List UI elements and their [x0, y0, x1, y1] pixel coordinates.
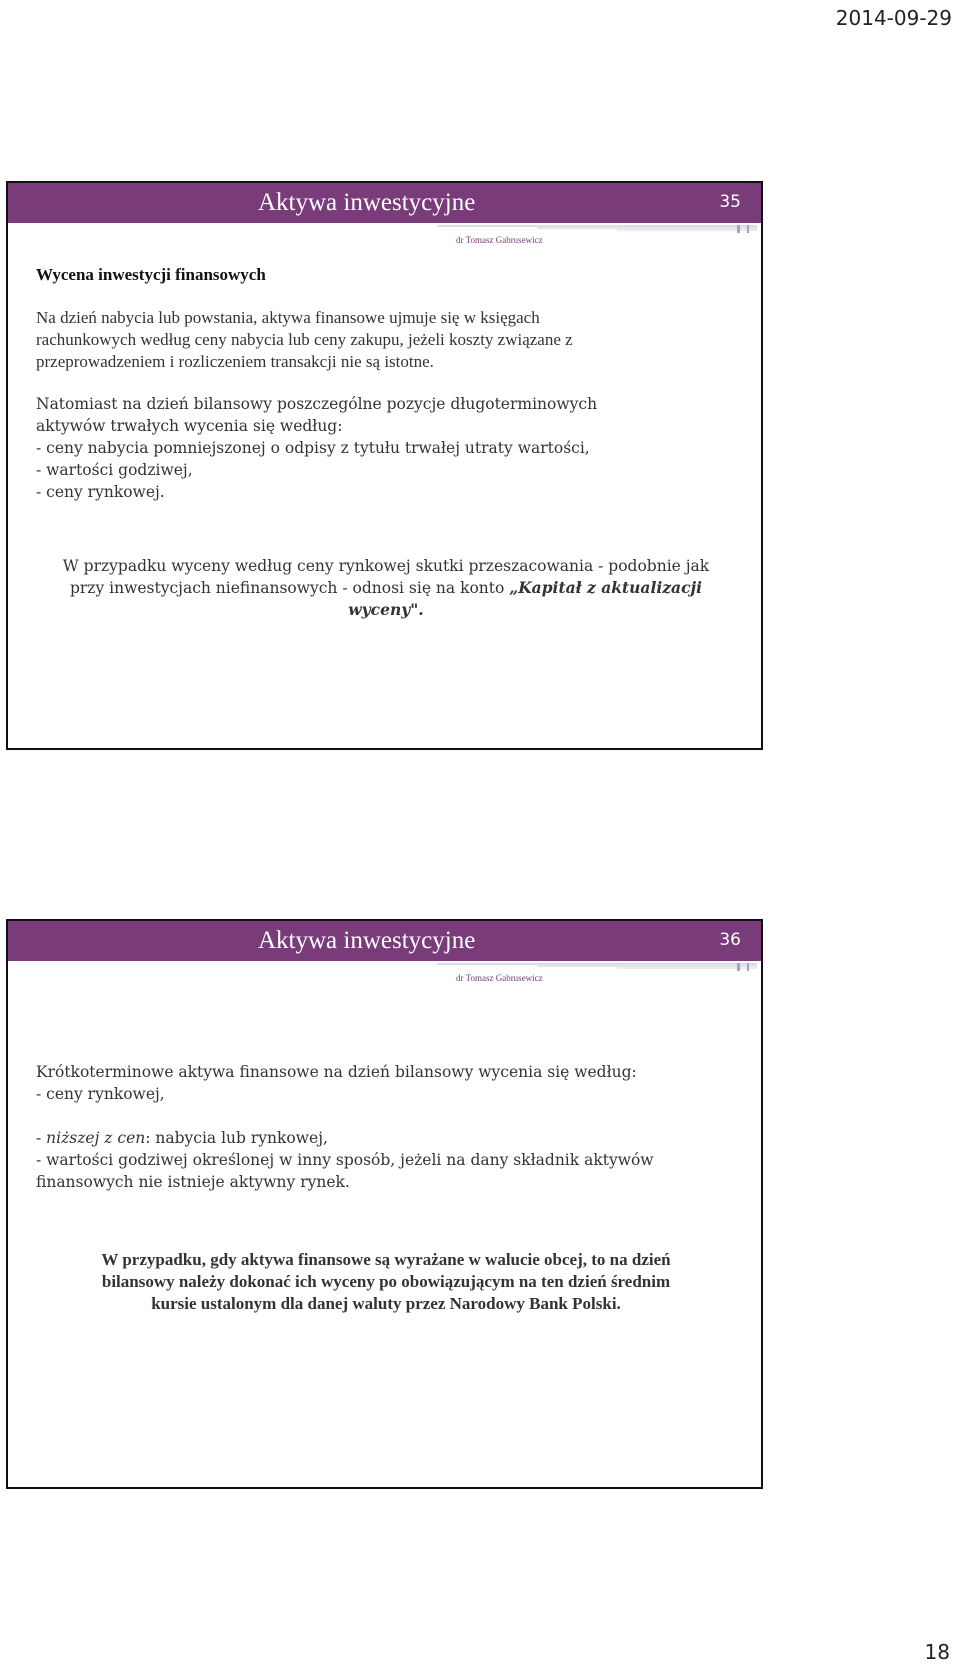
paragraph-lead: W przypadku wyceny według ceny rynkowej skutki przeszacowania - podobnie jak przy inwestycjach niefinansowych - odnosi się na konto [62, 557, 710, 597]
paragraph [36, 555, 736, 621]
paragraph: Natomiast na dzień bilansowy poszczególne pozycje długoterminowych aktywów trwałych wycenia się według: - ceny nabycia pomniejszonej o odpisy z tytułu trwałej utraty wartości, - wartości godziwej, - ceny rynkowej. [36, 395, 598, 501]
author-label: dr Tomasz Gabrusewicz [456, 235, 543, 245]
paragraph: Na dzień nabycia lub powstania, aktywa finansowe ujmuje się w księgach rachunkowych według ceny nabycia lub ceny zakupu, jeżeli koszty związane z przeprowadzeniem i rozliczeniem transakcji nie są istotne. [36, 308, 573, 371]
list-line: - ceny rynkowej, [36, 1085, 165, 1103]
author-label: dr Tomasz Gabrusewicz [456, 973, 543, 983]
slide-number: 36 [719, 930, 741, 950]
slide36-content [36, 1061, 736, 1315]
page-date: 2014-09-29 [835, 6, 952, 30]
list-prefix: - [36, 1129, 47, 1147]
slide-number: 35 [719, 192, 741, 212]
list-line: - wartości godziwej określonej w inny sposób, jeżeli na dany składnik aktywów finansowych nie istnieje aktywny rynek. [36, 1151, 654, 1191]
emphasis: niższej z cen [46, 1129, 146, 1147]
paragraph-bold: W przypadku, gdy aktywa finansowe są wyrażane w walucie obcej, to na dzień bilansowy należy dokonać ich wyceny po obowiązującym na ten dzień średnim kursie ustalonym dla danej waluty przez Narodowy Bank Polski. [101, 1250, 671, 1313]
list-rest: : nabycia lub rynkowej, [145, 1129, 328, 1147]
slide-36 [6, 919, 763, 1489]
slide-subtitle: Wycena inwestycji finansowych [36, 265, 266, 284]
slide-35 [6, 181, 763, 750]
slide-title: Aktywa inwestycyjne [258, 927, 476, 954]
account-name: „Kapitał z aktualizacji wyceny". [348, 578, 703, 619]
slide-header [8, 183, 761, 223]
decorative-lines [437, 963, 757, 971]
page-number: 18 [924, 1640, 950, 1664]
slide35-content [36, 307, 736, 621]
list-line: Krótkoterminowe aktywa finansowe na dzień bilansowy wycenia się według: [36, 1063, 637, 1081]
slide-header [8, 921, 761, 961]
decorative-lines [437, 225, 757, 233]
list-line [36, 1105, 736, 1149]
slide-title: Aktywa inwestycyjne [258, 189, 476, 216]
